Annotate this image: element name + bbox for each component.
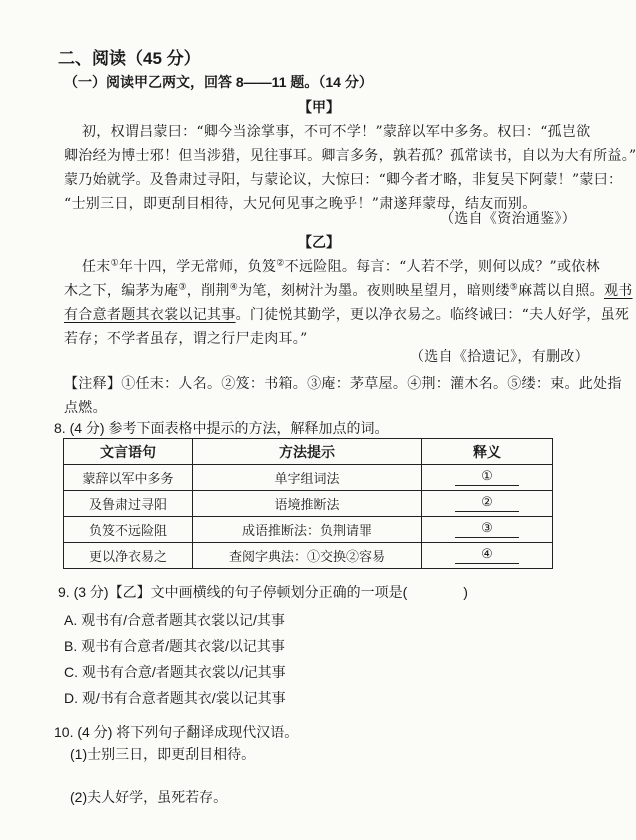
yi-line-1 — [82, 256, 600, 276]
answer-blank-2[interactable] — [422, 491, 553, 517]
yi-text: 年十四，学无常师，负笈 — [118, 259, 277, 275]
q10-item-2: (2)夫人好学，虽死若存。 — [70, 789, 228, 805]
jia-line-4: “士别三日，即更刮目相待，大兄何见事之晚乎！”肃遂拜蒙母，结友而别。 — [64, 196, 537, 212]
table-header: 文言语句 — [64, 439, 193, 465]
table-row — [64, 543, 553, 569]
yi-line-3 — [64, 304, 629, 324]
notes-line-1: 【注释】①任末：人名。②笈：书箱。③庵：茅草屋。④荆：灌木名。⑤缕：束。此处指 — [64, 376, 622, 392]
underlined-sentence-part2: 有合意者题其衣裳以记其事 — [64, 307, 236, 323]
table-cell-method: 单字组词法 — [193, 465, 422, 491]
q8-title: 8. (4 分) 参考下面表格中提示的方法，解释加点的词。 — [54, 420, 389, 436]
method-table — [63, 438, 553, 569]
q9-title: 9. (3 分)【乙】文中画横线的句子停顿划分正确的一项是( ) — [58, 584, 468, 600]
yi-text: ，削荆 — [186, 283, 230, 299]
yi-line-2 — [64, 280, 633, 300]
table-row — [64, 517, 553, 543]
jia-label: 【甲】 — [298, 99, 340, 115]
jia-source: （选自《资治通鉴》） — [440, 211, 576, 227]
blank-marker: ③ — [455, 521, 519, 538]
note-ref-5: ⑤ — [509, 282, 519, 293]
answer-blank-3[interactable] — [422, 517, 553, 543]
q9-option-c[interactable]: C. 观书有合意/者题其衣裳以/记其事 — [64, 664, 286, 680]
yi-source: （选自《拾遗记》，有删改） — [410, 349, 589, 365]
table-row — [64, 491, 553, 517]
table-cell-method: 语境推断法 — [193, 491, 422, 517]
yi-text: 。门徒悦其勤学，更以净衣易之。临终诫曰：“夫人好学，虽死 — [235, 307, 630, 323]
table-cell-method: 成语推断法：负荆请罪 — [193, 517, 422, 543]
q10-title: 10. (4 分) 将下列句子翻译成现代汉语。 — [54, 724, 299, 740]
yi-text: 任末 — [82, 259, 111, 275]
yi-text: 不远险阻。每言：“人若不学，则何以成？”或依林 — [284, 259, 600, 275]
yi-text: 木之下，编茅为庵 — [64, 283, 179, 299]
notes-line-2: 点燃。 — [64, 400, 107, 416]
answer-blank-4[interactable] — [422, 543, 553, 569]
part1-title: （一）阅读甲乙两文，回答 8——11 题。（14 分） — [64, 74, 373, 90]
jia-line-1: 初，权谓吕蒙曰：“卿今当涂掌事，不可不学！”蒙辞以军中多务。权曰：“孤岂欲 — [82, 124, 591, 140]
answer-blank-1[interactable] — [422, 465, 553, 491]
q9-option-d[interactable]: D. 观/书有合意者题其衣/裳以记其事 — [64, 690, 286, 706]
blank-marker: ② — [455, 495, 519, 512]
table-cell-sentence: 更以净衣易之 — [64, 543, 193, 569]
table-cell-sentence: 负笈不远险阻 — [64, 517, 193, 543]
yi-text: 为笔，刻树汁为墨。夜则映星望月，暗则缕 — [238, 283, 510, 299]
note-ref-1: ① — [110, 258, 119, 269]
table-cell-sentence: 及鲁肃过寻阳 — [64, 491, 193, 517]
section-title: 二、阅读（45 分） — [58, 49, 201, 68]
underlined-sentence-part1: 观书 — [603, 283, 633, 299]
q9-option-b[interactable]: B. 观书有合意者/题其衣裳/以记其事 — [64, 638, 285, 654]
yi-text: 麻蒿以自照。 — [518, 283, 604, 299]
note-ref-4: ④ — [229, 282, 239, 293]
table-cell-sentence: 蒙辞以军中多务 — [64, 465, 193, 491]
yi-label: 【乙】 — [298, 234, 340, 250]
table-row — [64, 465, 553, 491]
note-ref-2: ② — [276, 258, 285, 269]
note-ref-3: ③ — [178, 282, 187, 293]
table-cell-method: 查阅字典法：①交换②容易 — [193, 543, 422, 569]
table-header-row — [64, 439, 553, 465]
jia-line-2: 卿治经为博士邪！但当涉猎，见往事耳。卿言多务，孰若孤？孤常读书，自以为大有所益。” — [64, 148, 636, 164]
yi-line-4: 若存；不学者虽存，谓之行尸走肉耳。” — [64, 331, 308, 347]
blank-marker: ① — [455, 469, 519, 486]
blank-marker: ④ — [455, 547, 519, 564]
jia-line-3: 蒙乃始就学。及鲁肃过寻阳，与蒙论议，大惊曰：“卿今者才略，非复吴下阿蒙！”蒙曰： — [64, 172, 623, 188]
table-header: 方法提示 — [193, 439, 422, 465]
table-header: 释义 — [422, 439, 553, 465]
q10-item-1: (1)士别三日，即更刮目相待。 — [70, 746, 256, 762]
q9-option-a[interactable]: A. 观书有/合意者题其衣裳以记/其事 — [64, 612, 285, 628]
